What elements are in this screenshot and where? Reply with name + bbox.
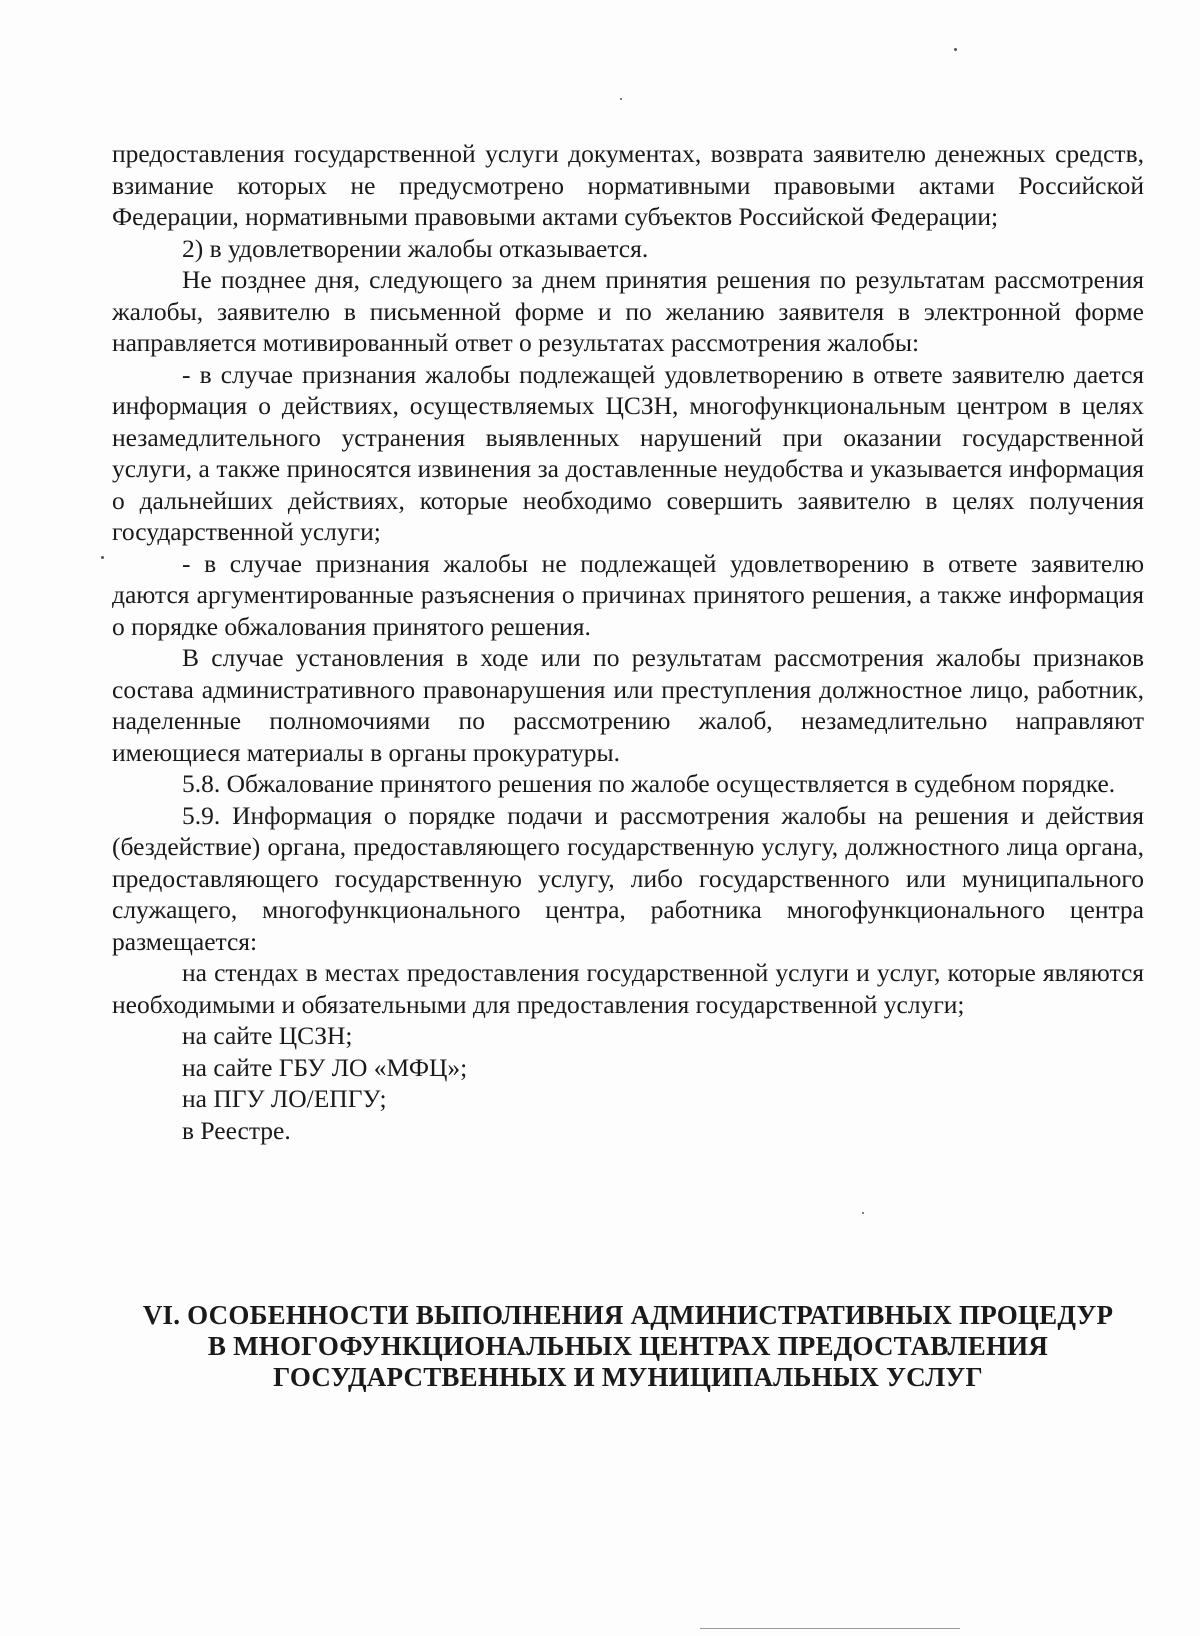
placement-item: на сайте ЦСЗН; bbox=[182, 1021, 353, 1050]
item-2-paragraph: 2) в удовлетворении жалобы отказывается. bbox=[182, 233, 649, 263]
section-heading-line: VI. ОСОБЕННОСТИ ВЫПОЛНЕНИЯ АДМИНИСТРАТИВНЫХ ПРОЦЕДУР bbox=[142, 1300, 1114, 1330]
section-5-9-paragraph: 5.9. Информация о порядке подачи и рассмотрения жалобы на решения и действия (бездействие) органа, предоставляющего государственную услугу, должностного лица органа, предоставляющего государственную услугу, либо государственного или муниципального служащего, многофункционального центра, работника многофункционального центра размещается: bbox=[112, 800, 1144, 956]
placement-item: на сайте ГБУ ЛО «МФЦ»; bbox=[182, 1052, 468, 1082]
placement-item: на ПГУ ЛО/ЕПГУ; bbox=[182, 1084, 387, 1113]
scan-speck bbox=[954, 48, 957, 51]
section-heading-line: В МНОГОФУНКЦИОНАЛЬНЫХ ЦЕНТРАХ ПРЕДОСТАВЛЕНИЯ bbox=[207, 1331, 1049, 1361]
scan-speck bbox=[101, 556, 104, 559]
case-rejected-paragraph: - в случае признания жалобы не подлежащей удовлетворению в ответе заявителю даются аргументированные разъяснения о причинах принятого решения, а также информация о порядке обжалования принятого решения. bbox=[112, 548, 1144, 641]
stands-paragraph: на стендах в местах предоставления государственной услуги и услуг, которые являются необходимыми и обязательными для предоставления государственной услуги; bbox=[112, 958, 1144, 1019]
scan-speck bbox=[620, 98, 622, 100]
scan-artifact-line bbox=[700, 1628, 960, 1629]
section-heading-line: ГОСУДАРСТВЕННЫХ И МУНИЦИПАЛЬНЫХ УСЛУГ bbox=[273, 1362, 983, 1392]
section-5-8-paragraph: 5.8. Обжалование принятого решения по жалобе осуществляется в судебном порядке. bbox=[182, 769, 1116, 798]
case-satisfied-paragraph: - в случае признания жалобы подлежащей удовлетворению в ответе заявителю дается информация о действиях, осуществляемых ЦСЗН, многофункциональным центром в целях незамедлительного устранения выявленных нарушений при оказании государственной услуги, а также приносятся извинения за доставленные неудобства и указывается информация о дальнейших действиях, которые необходимо совершить заявителю в целях получения государственной услуги; bbox=[112, 359, 1144, 546]
continuation-paragraph: предоставления государственной услуги документах, возврата заявителю денежных средств, взимание которых не предусмотрено нормативными правовыми актами Российской Федерации, нормативными правовыми актами субъектов Российской Федерации; bbox=[112, 139, 1144, 231]
document-body bbox=[112, 138, 1144, 1146]
response-paragraph: Не позднее дня, следующего за днем принятия решения по результатам рассмотрения жалобы, заявителю в письменной форме и по желанию заявителя в электронной форме направляется мотивированный ответ о результатах рассмотрения жалобы: bbox=[112, 265, 1144, 357]
violation-paragraph: В случае установления в ходе или по результатам рассмотрения жалобы признаков состава административного правонарушения или преступления должностное лицо, работник, наделенные полномочиями по рассмотрению жалоб, незамедлительно направляют имеющиеся материалы в органы прокуратуры. bbox=[112, 643, 1144, 767]
scan-speck bbox=[862, 1212, 864, 1214]
section-heading bbox=[112, 1300, 1144, 1393]
placement-item: в Реестре. bbox=[182, 1115, 291, 1145]
